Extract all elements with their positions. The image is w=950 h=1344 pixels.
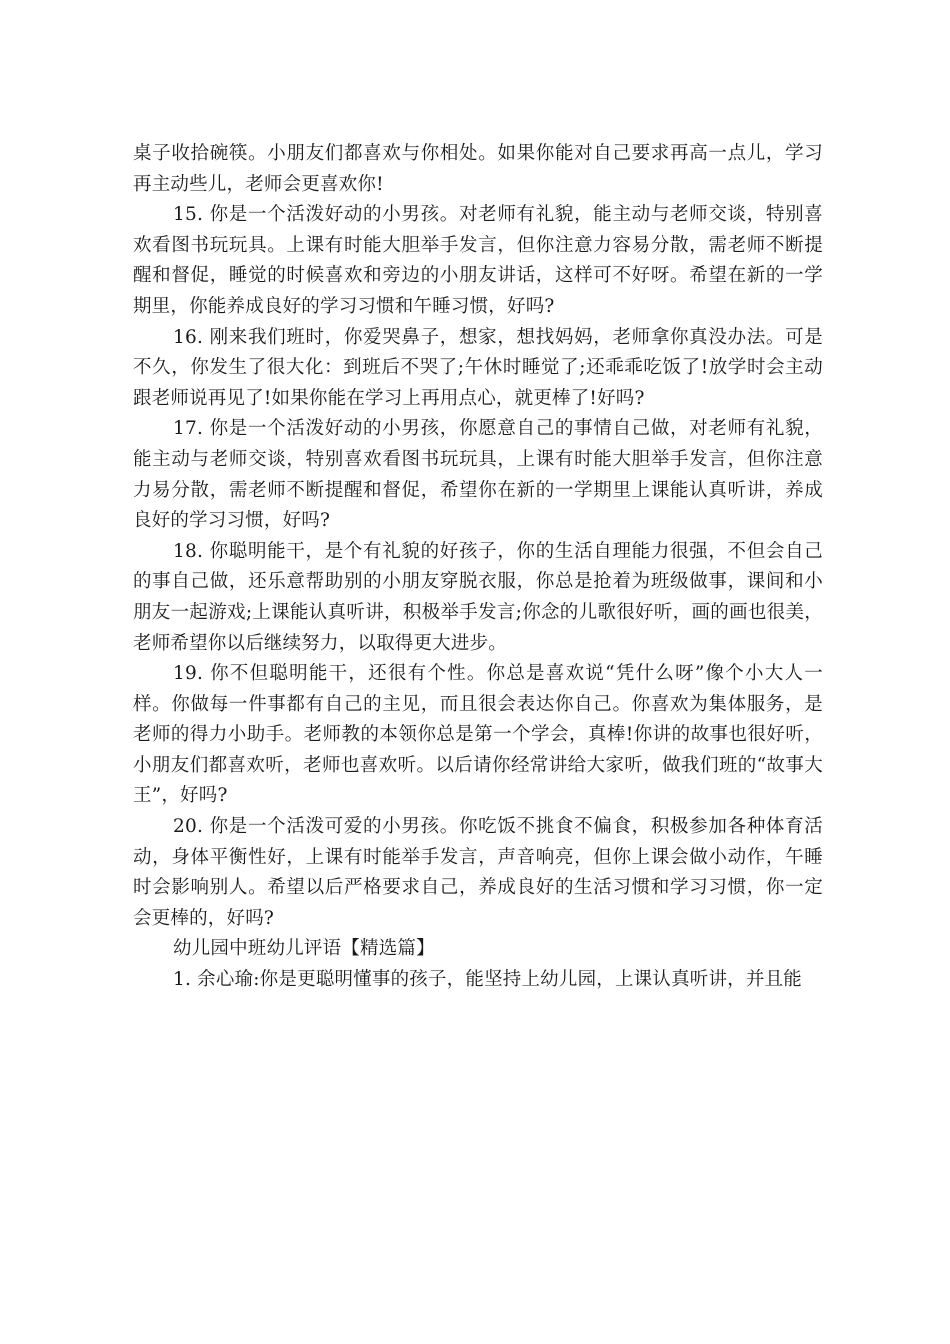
paragraph-item-19: 19. 你不但聪明能干，还很有个性。你总是喜欢说“凭什么呀”像个小大人一样。你做每一件事都有自己的主见，而且很会表达你自己。你喜欢为集体服务，是老师的得力小助手。老师教的本领你总是第一个学会，真棒!你讲的故事也很好听，小朋友们都喜欢听，老师也喜欢听。以后请你经常讲给大家听，做我们班的“故事大王”，好吗? [133, 663, 823, 807]
paragraph-item-20: 20. 你是一个活泼可爱的小男孩。你吃饭不挑食不偏食，积极参加各种体育活动，身体平衡性好，上课有时能举手发言，声音响亮，但你上课会做小动作，午睡时会影响别人。希望以后严格要求自己，养成良好的生活习惯和学习习惯，你一定会更棒的，好吗? [133, 816, 823, 929]
paragraph-item-17: 17. 你是一个活泼好动的小男孩，你愿意自己的事情自己做，对老师有礼貌，能主动与老师交谈，特别喜欢看图书玩玩具，上课有时能大胆举手发言，但你注意力易分散，需老师不断提醒和督促，希望你在新的一学期里上课能认真听讲，养成良好的学习习惯，好吗? [133, 418, 823, 532]
paragraph-item-15: 15. 你是一个活泼好动的小男孩。对老师有礼貌，能主动与老师交谈，特别喜欢看图书玩玩具。上课有时能大胆举手发言，但你注意力容易分散，需老师不断提醒和督促，睡觉的时候喜欢和旁边的小朋友讲话，这样可不好呀。希望在新的一学期里，你能养成良好的学习习惯和午睡习惯，好吗? [133, 204, 823, 317]
section-heading: 幼儿园中班幼儿评语【精选篇】 [173, 938, 435, 960]
paragraph-item-16: 16. 刚来我们班时，你爱哭鼻子，想家，想找妈妈，老师拿你真没办法。可是不久，你发生了很大化：到班后不哭了;午休时睡觉了;还乖乖吃饭了!放学时会主动跟老师说再见了!如果你能在学习上再用点心，就更棒了!好吗? [133, 326, 823, 409]
document-body [133, 139, 823, 996]
paragraph-item-1: 1. 余心瑜:你是更聪明懂事的孩子，能坚持上幼儿园，上课认真听讲，并且能 [173, 969, 802, 991]
paragraph-continuation: 桌子收拾碗筷。小朋友们都喜欢与你相处。如果你能对自己要求再高一点儿，学习再主动些儿，老师会更喜欢你! [133, 143, 823, 195]
paragraph-item-18: 18. 你聪明能干，是个有礼貌的好孩子，你的生活自理能力很强，不但会自己的事自己做，还乐意帮助别的小朋友穿脱衣服，你总是抢着为班级做事，课间和小朋友一起游戏;上课能认真听讲，积极举手发言;你念的儿歌很好听，画的画也很美，老师希望你以后继续努力，以取得更大进步。 [133, 540, 823, 654]
